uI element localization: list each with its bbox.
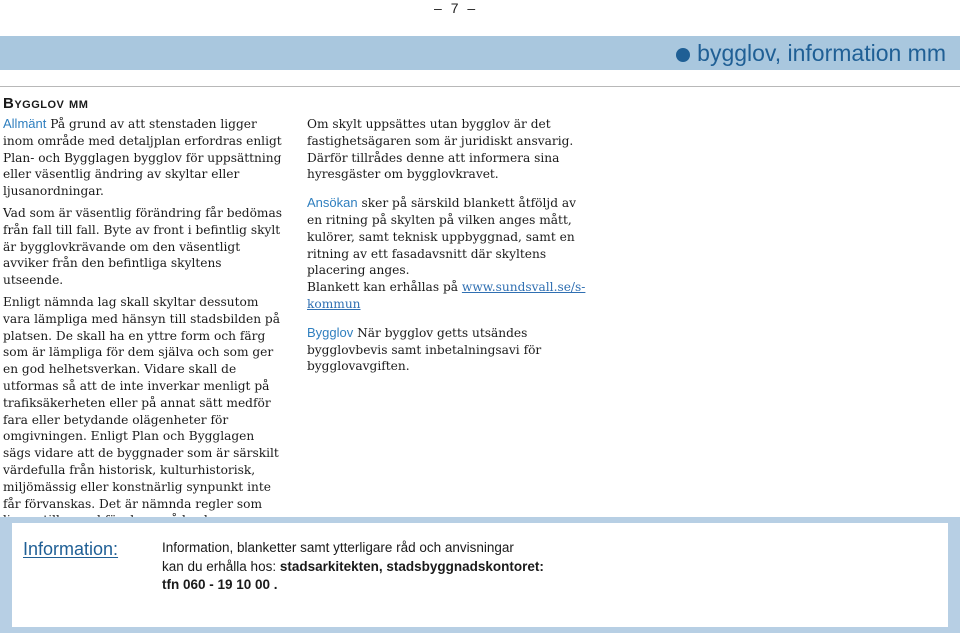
sundsvall-link[interactable]: www.sundsvall.se/s-kommun bbox=[307, 280, 586, 311]
info-label: Information: bbox=[23, 539, 119, 559]
divider-rule bbox=[0, 86, 960, 87]
paragraph-vasentlig: Vad som är väsentlig förändring får bedömas från fall till fall. Byte av front i befintlig skylt är bygglovkrävande om den väsentligt avviker från den befintliga skyltens utseende. bbox=[3, 205, 282, 288]
section-title-text: bygglov, information mm bbox=[697, 40, 946, 66]
section-header-band bbox=[0, 36, 960, 70]
lead-bygglov: Bygglov bbox=[307, 324, 354, 340]
page-number bbox=[434, 0, 475, 16]
info-band bbox=[0, 517, 960, 633]
paragraph-utan-bygglov: Om skylt uppsättes utan bygglov är det fastighetsägaren som är juridiskt ansvarig. Därför tillrådes denne att informera sina hyresgäster om bygglovkravet. bbox=[307, 117, 574, 182]
info-phone: tfn 060 - 19 10 00 . bbox=[162, 577, 278, 592]
text-bygglov: När bygglov getts utsändes bygglovbevis samt inbetalningsavi för bygglovavgiften. bbox=[307, 325, 542, 374]
info-line-2-prefix: kan du erhålla hos: bbox=[162, 558, 280, 574]
text-blankett: Blankett kan erhållas på bbox=[307, 280, 462, 295]
info-line-1: Information, blanketter samt ytterligare råd och anvisningar bbox=[162, 540, 514, 555]
left-column bbox=[3, 116, 284, 551]
lead-ansokan: Ansökan bbox=[307, 195, 358, 211]
text-ansokan: sker på särskild blankett åtföljd av en ritning på skylten på vilken anges mått, kulörer, samt teknisk uppbyggnad, samt en ritning av ett fasadavsnitt där skyltens placering anges. bbox=[307, 196, 577, 278]
info-line-2-bold: stadsarkitekten, stadsbyggnadskontoret: bbox=[279, 558, 544, 574]
right-column bbox=[307, 116, 593, 380]
bullet-dot-icon bbox=[676, 48, 690, 62]
page-number-value: 7 bbox=[450, 0, 459, 16]
paragraph-bygglov bbox=[307, 325, 593, 375]
info-box bbox=[12, 523, 948, 627]
page-number-dash-right: – bbox=[467, 0, 476, 16]
info-text bbox=[162, 539, 722, 595]
section-title bbox=[676, 36, 946, 70]
page-heading: Bygglov mm bbox=[3, 95, 89, 112]
text-allmant: På grund av att stenstaden ligger inom område med detaljplan erfordras enligt Plan- och Bygglagen bygglov för uppsättning eller väsentlig ändring av skyltar eller ljusanordningar. bbox=[3, 117, 282, 199]
info-line-2 bbox=[162, 558, 722, 577]
paragraph-enligt-lag: Enligt nämnda lag skall skyltar dessutom vara lämpliga med hänsyn till stadsbilden på platsen. De skall ha en yttre form och färg som är lämpliga för dem själva och som ger en god helhetsverkan. Vidare skall de utformas så att de inte inverkar menligt på trafiksäkerheten eller på annat sätt medför fara eller betydande olägenheter för omgivningen. Enligt Plan och Bygglagen sägs vidare att de byggnader som är särskilt värdefulla från historisk, kulturhistorisk, miljömässig eller konstnärlig synpunkt inte får förvanskas. Det är nämnda regler som bbox=[3, 294, 280, 511]
paragraph-ansokan bbox=[307, 195, 593, 313]
lead-allmant: Allmänt bbox=[3, 116, 47, 131]
paragraph-allmant bbox=[3, 116, 284, 200]
page-number-dash-left: – bbox=[434, 0, 442, 16]
